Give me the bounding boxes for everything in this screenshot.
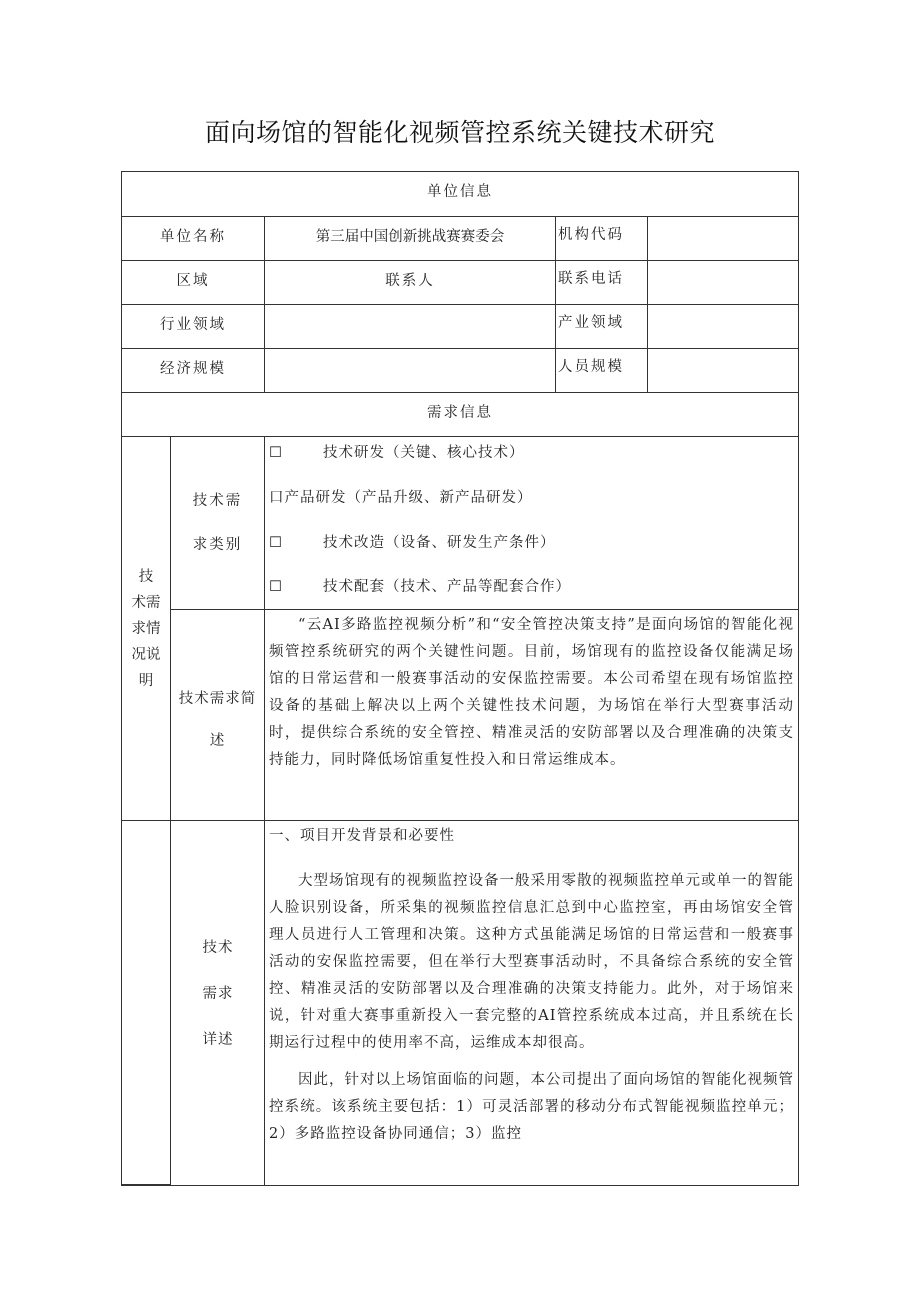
demand-form-table (121, 171, 799, 1186)
option-label: 产品研发（产品升级、新产品研发） (284, 490, 533, 506)
unit-name-value-text: 第三届中国创新挑战赛赛委会 (315, 229, 505, 245)
demand-info-header (122, 393, 798, 437)
staff-value[interactable] (648, 349, 798, 393)
category-label-line: 求类别 (192, 537, 243, 553)
detail-label (171, 821, 265, 1185)
unit-info-header-text: 单位信息 (427, 184, 493, 200)
industry-label (122, 305, 265, 349)
unit-info-header (122, 172, 798, 217)
unit-name-label-text: 单位名称 (160, 229, 226, 245)
section-label-line: 明 (138, 672, 154, 689)
option-tech-rd[interactable] (269, 441, 525, 462)
demand-info-header-text: 需求信息 (427, 405, 493, 421)
detail-label-line: 技术 (202, 940, 234, 956)
detail-paragraph-1: 大型场馆现有的视频监控设备一般采用零散的视频监控单元或单一的智能人脸识别设备，所采集的视频监控信息汇总到中心监控室，再由场馆安全管理人员进行人工管理和决策。这种方式虽能满足场馆的日常运营和一般赛事活动的安保监控需要，但在举行大型赛事活动时，不具备综合系统的安全管控、精准灵活的安防部署以及合理准确的决策支持能力。此外，对于场馆来说，针对重大赛事重新投入一套完整的AI管控系统成本过高，并且系统在长期运行过程中的使用率不高，运维成本却很高。 (269, 873, 794, 1051)
phone-value[interactable] (648, 261, 798, 305)
option-tech-upgrade[interactable] (269, 531, 556, 552)
sector-label (556, 305, 648, 349)
contact-label[interactable] (265, 261, 556, 305)
checkbox-icon[interactable]: ☐ (269, 579, 283, 595)
sector-value[interactable] (648, 305, 798, 349)
scale-value[interactable] (265, 349, 556, 393)
option-label: 技术配套（技术、产品等配套合作） (323, 579, 571, 595)
unit-name-label (122, 217, 265, 261)
option-tech-support[interactable] (269, 575, 571, 596)
option-label: 技术改造（设备、研发生产条件） (323, 535, 556, 551)
category-label (171, 437, 265, 610)
checkbox-icon[interactable]: ☐ (269, 445, 283, 461)
region-label (122, 261, 265, 305)
region-label-text: 区域 (176, 273, 210, 289)
detail-heading: 一、项目开发背景和必要性 (269, 828, 455, 844)
industry-label-text: 行业领域 (160, 317, 226, 333)
brief-label-line: 技术需求简 (178, 691, 257, 707)
phone-label-text: 联系电话 (558, 271, 624, 287)
checkbox-icon[interactable]: ☐ (269, 535, 283, 551)
section-label-line: 技 (138, 568, 154, 585)
option-label: 技术研发（关键、核心技术） (323, 445, 525, 461)
demand-section-label (122, 437, 171, 821)
industry-value[interactable] (265, 305, 556, 349)
detail-text-cell[interactable] (265, 821, 798, 1185)
detail-paragraph-2: 因此，针对以上场馆面临的问题，本公司提出了面向场馆的智能化视频管控系统。该系统主要包括：1）可灵活部署的移动分布式智能视频监控单元；2）多路监控设备协同通信；3）监控 (269, 1072, 794, 1142)
unit-name-value[interactable] (265, 217, 556, 261)
option-product-rd[interactable] (269, 486, 533, 507)
category-label-line: 技术需 (192, 493, 243, 509)
scale-label-text: 经济规模 (160, 361, 226, 377)
contact-label-text: 联系人 (385, 273, 435, 289)
category-options (265, 437, 798, 610)
org-code-label (556, 217, 648, 261)
brief-text-cell[interactable] (265, 610, 798, 821)
scale-label (122, 349, 265, 393)
detail-label-line: 详述 (202, 1032, 234, 1048)
org-code-value[interactable] (648, 217, 798, 261)
section-label-line: 求情 (131, 620, 161, 637)
sector-label-text: 产业领域 (558, 315, 624, 331)
brief-text: “云AI多路监控视频分析”和“安全管控决策支持”是面向场馆的智能化视频管控系统研究的两个关键性问题。目前，场馆现有的监控设备仅能满足场馆的日常运营和一般赛事活动的安保监控需要。本公司希望在现有场馆监控设备的基础上解决以上两个关键性技术问题，为场馆在举行大型赛事活动时，提供综合系统的安全管控、精准灵活的安防部署以及合理准确的决策支持能力，同时降低场馆重复性投入和日常运维成本。 (269, 617, 794, 768)
staff-label (556, 349, 648, 393)
org-code-label-text: 机构代码 (558, 227, 624, 243)
detail-left-blank (122, 821, 171, 1185)
brief-label (171, 610, 265, 821)
phone-label (556, 261, 648, 305)
detail-label-line: 需求 (202, 986, 234, 1002)
section-label-line: 术需 (131, 594, 161, 611)
page-title: 面向场馆的智能化视频管控系统关键技术研究 (204, 118, 715, 147)
section-label-line: 况说 (131, 646, 161, 663)
staff-label-text: 人员规模 (558, 359, 624, 375)
brief-label-line: 述 (209, 733, 226, 749)
checkbox-icon[interactable]: 口 (269, 490, 285, 506)
